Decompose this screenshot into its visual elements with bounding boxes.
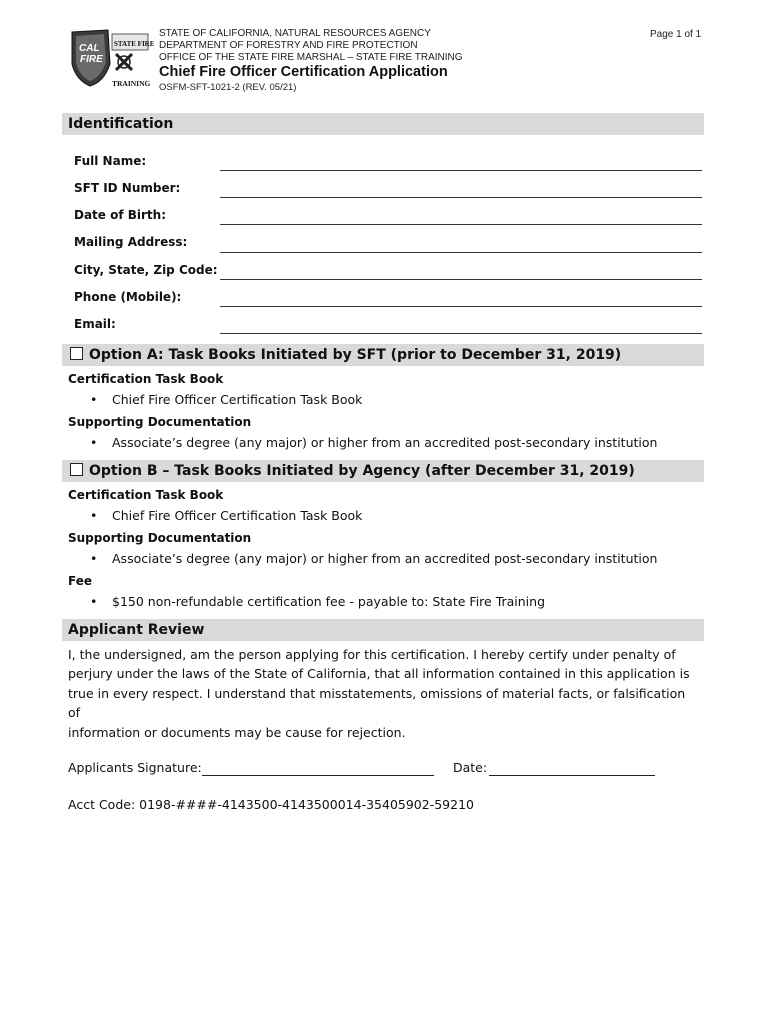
logo-text-fire: FIRE (80, 54, 103, 65)
agency-line-1: STATE OF CALIFORNIA, NATURAL RESOURCES AGENCY (159, 28, 431, 39)
bullet: • (90, 594, 98, 609)
option-a-cert-item: • Chief Fire Officer Certification Task Book (90, 392, 363, 407)
option-b-cert-heading: Certification Task Book (68, 488, 224, 502)
email-label: Email: (74, 317, 116, 331)
logo-text-training: TRAINING (112, 79, 151, 88)
page-number: Page 1 of 1 (650, 29, 702, 40)
account-code: Acct Code: 0198-####-4143500-4143500014-35405902-59210 (68, 797, 474, 812)
option-a-heading-bar (62, 344, 704, 366)
option-b-checkbox[interactable] (70, 463, 83, 476)
full-name-field[interactable] (220, 170, 702, 171)
full-name-label: Full Name: (74, 154, 147, 168)
applicant-review-heading: Applicant Review (62, 619, 704, 641)
option-b-fee-item: • $150 non-refundable certification fee - payable to: State Fire Training (90, 594, 546, 609)
option-b-heading: Option B – Task Books Initiated by Agency (after December 31, 2019) (89, 463, 635, 479)
bullet: • (90, 551, 98, 566)
statement-line-2: perjury under the laws of the State of California, that all information contained in this application is (68, 666, 690, 682)
agency-line-3: OFFICE OF THE STATE FIRE MARSHAL – STATE FIRE TRAINING (159, 52, 463, 63)
option-b-heading-bar (62, 460, 704, 482)
option-a-doc-heading: Supporting Documentation (68, 415, 252, 429)
mailing-address-field[interactable] (220, 252, 702, 253)
option-a-checkbox[interactable] (70, 347, 83, 360)
mailing-address-label: Mailing Address: (74, 235, 188, 249)
sft-id-label: SFT ID Number: (74, 181, 181, 195)
date-field[interactable] (489, 775, 655, 776)
form-title: Chief Fire Officer Certification Application (159, 64, 448, 80)
phone-label: Phone (Mobile): (74, 290, 182, 304)
option-b-doc-heading: Supporting Documentation (68, 531, 252, 545)
sft-id-field[interactable] (220, 197, 702, 198)
date-label: Date: (453, 760, 488, 775)
statement-line-1: I, the undersigned, am the person applying for this certification. I hereby certify under penalty of (68, 647, 676, 662)
identification-heading: Identification (62, 113, 704, 135)
option-a-doc-item: • Associate’s degree (any major) or higher from an accredited post-secondary institution (90, 435, 658, 450)
option-b-fee-heading: Fee (68, 574, 92, 588)
bullet: • (90, 435, 98, 450)
signature-label: Applicants Signature: (68, 760, 202, 775)
bullet: • (90, 392, 98, 407)
signature-field[interactable] (202, 775, 434, 776)
agency-line-2: DEPARTMENT OF FORESTRY AND FIRE PROTECTION (159, 40, 418, 51)
email-field[interactable] (220, 333, 702, 334)
date-of-birth-label: Date of Birth: (74, 208, 167, 222)
form-number: OSFM-SFT-1021-2 (REV. 05/21) (159, 82, 297, 93)
option-b-cert-item: • Chief Fire Officer Certification Task Book (90, 508, 363, 523)
date-of-birth-field[interactable] (220, 224, 702, 225)
city-state-zip-field[interactable] (220, 279, 702, 280)
certification-statement (68, 645, 698, 742)
phone-field[interactable] (220, 306, 702, 307)
city-state-zip-label: City, State, Zip Code: (74, 263, 218, 277)
agency-header (159, 28, 463, 64)
option-a-cert-heading: Certification Task Book (68, 372, 224, 386)
bullet: • (90, 508, 98, 523)
statement-line-4: information or documents may be cause for rejection. (68, 724, 406, 740)
option-a-heading: Option A: Task Books Initiated by SFT (prior to December 31, 2019) (89, 347, 622, 363)
option-b-doc-item: • Associate’s degree (any major) or higher from an accredited post-secondary institution (90, 551, 658, 566)
logo-text-cal: CAL (79, 43, 100, 54)
cal-fire-state-fire-training-logo (66, 26, 154, 90)
statement-line-3: true in every respect. I understand that misstatements, omissions of material facts, or falsification of (68, 685, 686, 721)
logo-text-state-fire: STATE FIRE (114, 40, 154, 48)
